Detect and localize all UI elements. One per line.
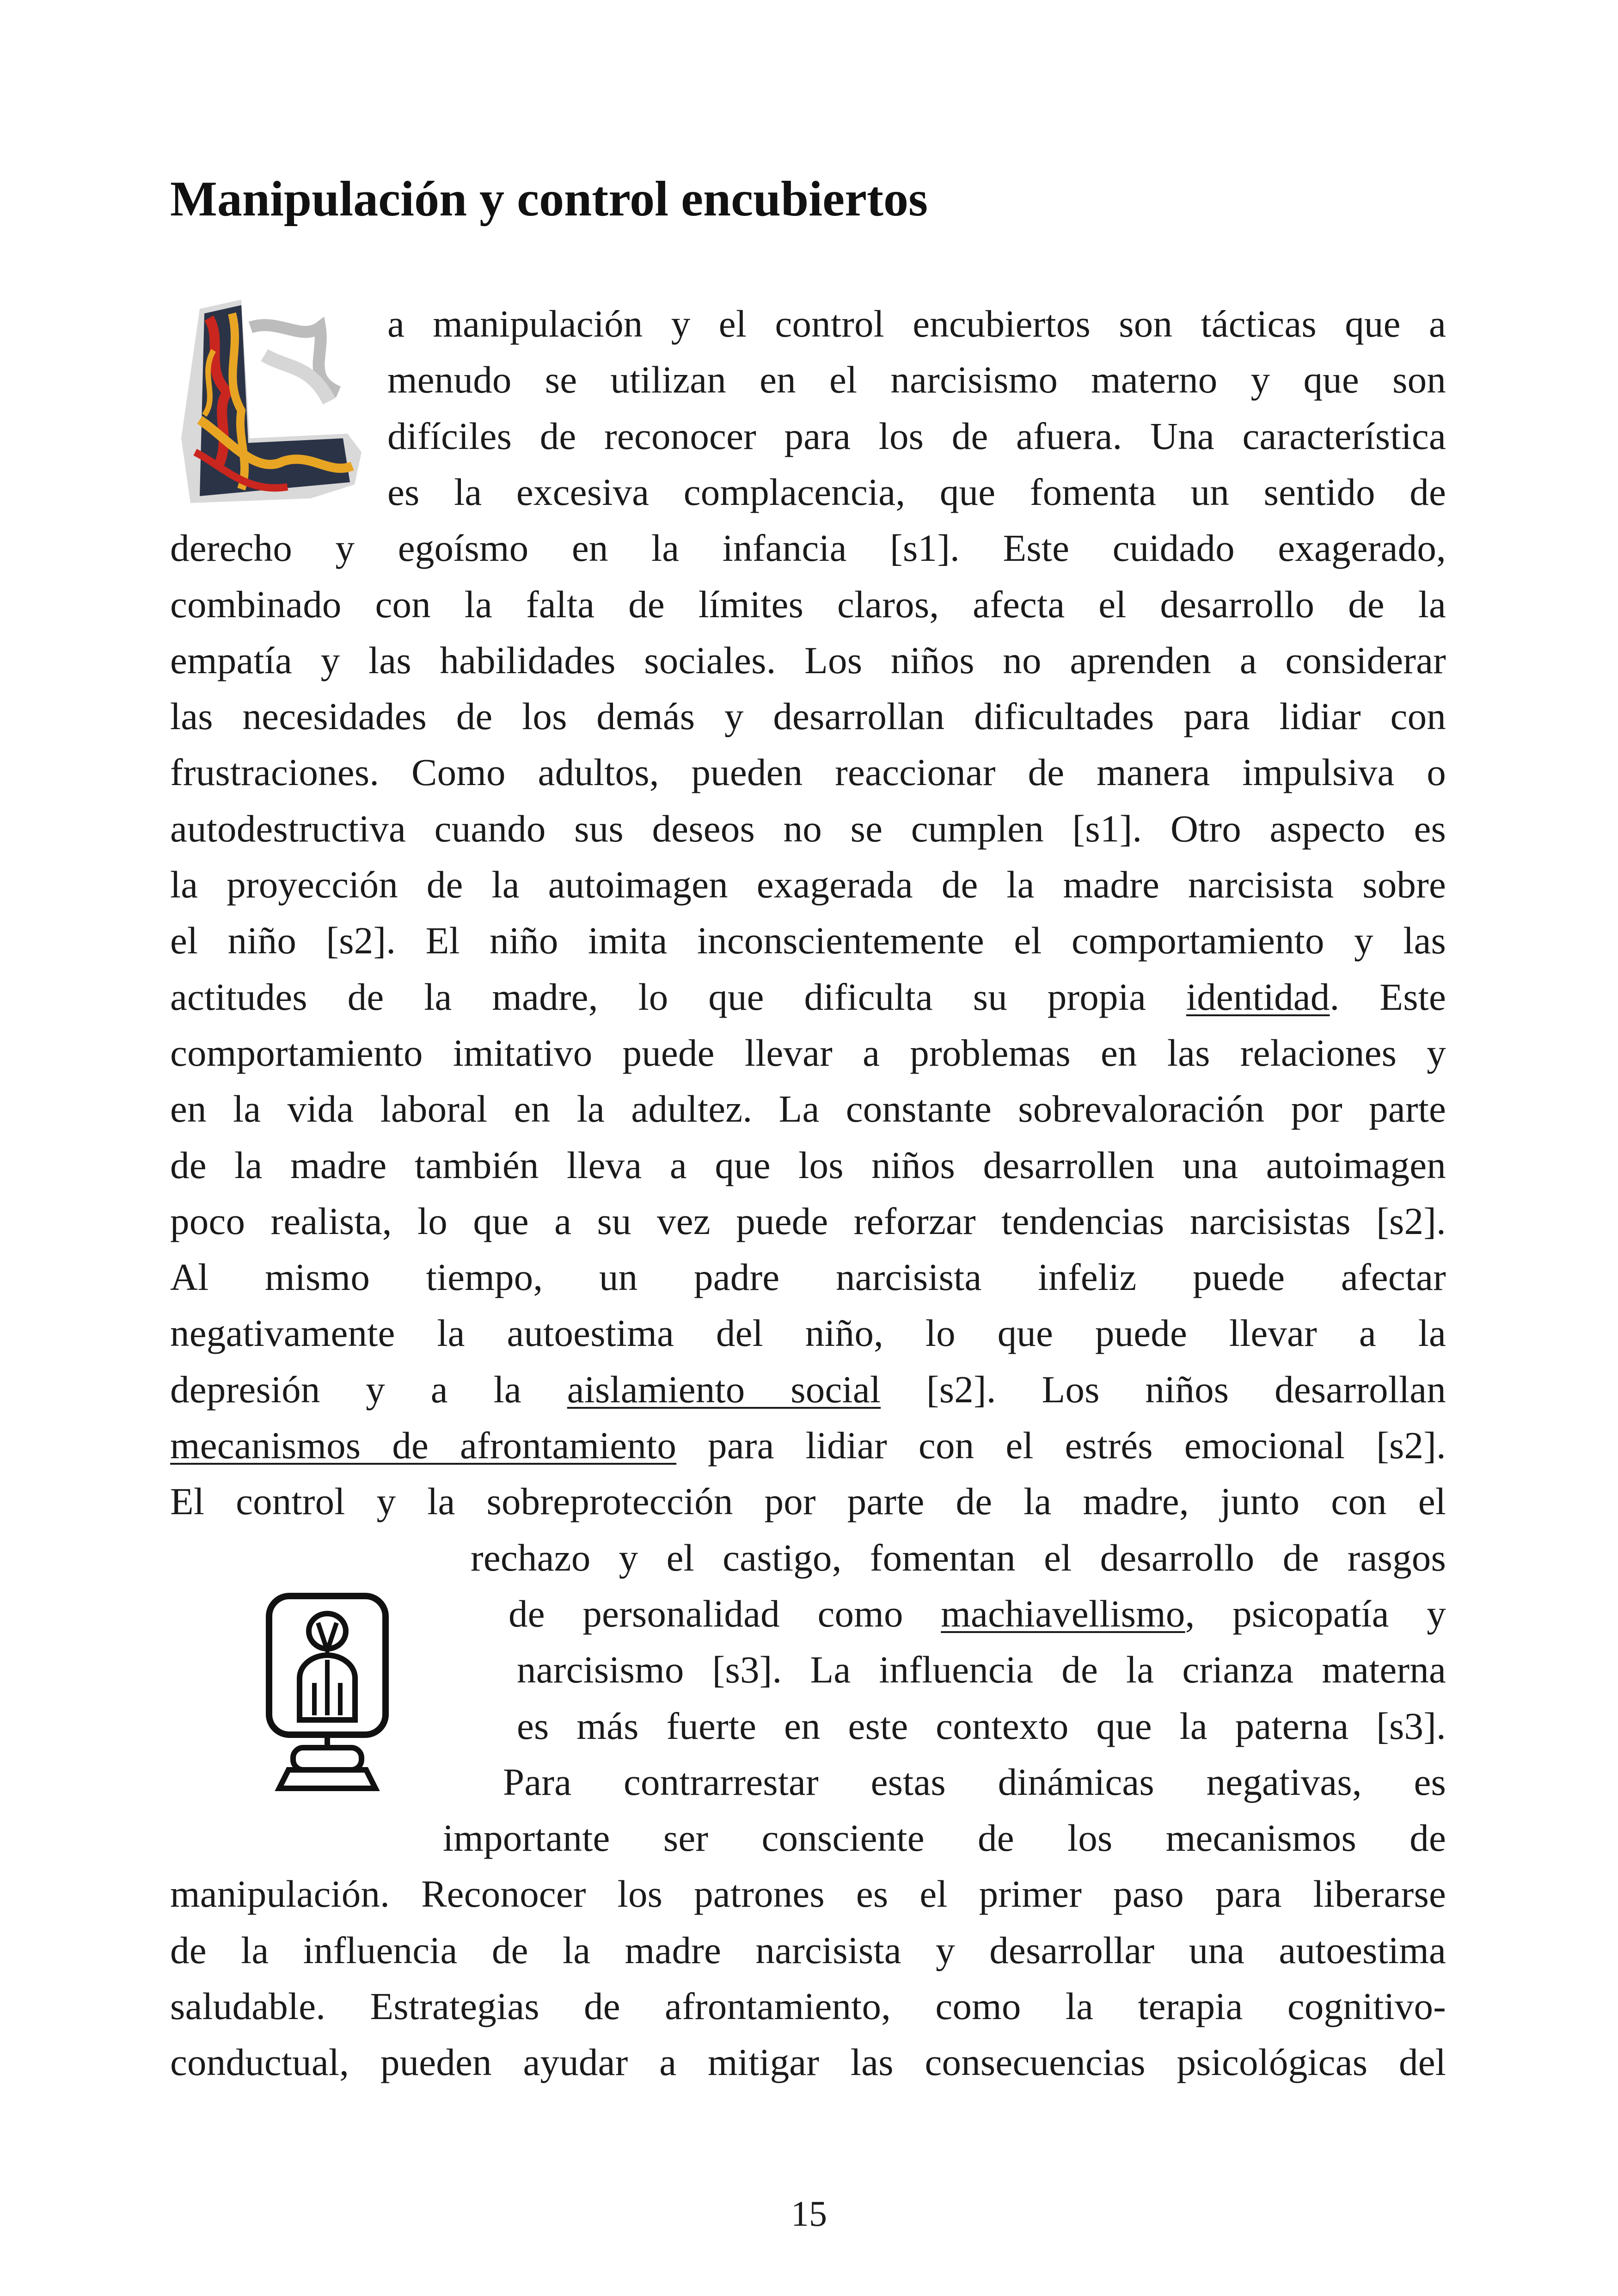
text-segment: poco realista, lo que a su vez puede reforzar tendencias narcisistas [s2].	[170, 1200, 1446, 1242]
text-segment: a manipulación y el control encubiertos son tácticas que a	[387, 302, 1446, 345]
text-line	[170, 1478, 1446, 1524]
text-segment: El control y la sobreprotección por parte de la madre, junto con el	[170, 1480, 1446, 1522]
text-line	[170, 974, 1446, 1020]
text-line	[170, 1927, 1446, 1973]
text-line	[170, 805, 1446, 852]
text-line	[170, 1030, 1446, 1076]
text-segment: Para contrarrestar estas dinámicas negativas, es	[503, 1761, 1446, 1803]
text-line	[170, 917, 1446, 964]
text-segment: importante ser consciente de los mecanismos de	[443, 1817, 1446, 1859]
text-line	[170, 861, 1446, 908]
text-segment: Al mismo tiempo, un padre narcisista infeliz puede afectar	[170, 1256, 1446, 1298]
text-segment: empatía y las habilidades sociales. Los niños no aprenden a considerar	[170, 639, 1446, 681]
text-segment: difíciles de reconocer para los de afuera. Una característica	[387, 415, 1446, 457]
glossary-link[interactable]: mecanismos de afrontamiento	[170, 1424, 677, 1467]
text-segment: de la madre también lleva a que los niños desarrollen una autoimagen	[170, 1144, 1446, 1186]
text-segment: en la vida laboral en la adultez. La constante sobrevaloración por parte	[170, 1087, 1446, 1130]
text-segment: , psicopatía y	[1185, 1592, 1446, 1635]
text-segment: las necesidades de los demás y desarrollan dificultades para lidiar con	[170, 695, 1446, 737]
text-line	[509, 1590, 1446, 1637]
text-line	[503, 1759, 1446, 1805]
glossary-link[interactable]: machiavellismo	[941, 1592, 1185, 1635]
glossary-link[interactable]: aislamiento social	[567, 1368, 881, 1411]
text-segment: frustraciones. Como adultos, pueden reaccionar de manera impulsiva o	[170, 751, 1446, 793]
text-segment: depresión y a la	[170, 1368, 567, 1411]
text-line	[170, 581, 1446, 627]
text-segment: . Este	[1330, 976, 1446, 1018]
text-segment: para lidiar con el estrés emocional [s2].	[676, 1424, 1446, 1467]
text-segment: es más fuerte en este contexto que la paterna [s3].	[517, 1705, 1446, 1747]
text-segment: es la excesiva complacencia, que fomenta un sentido de	[387, 471, 1446, 513]
text-line	[170, 1254, 1446, 1300]
text-line	[170, 1422, 1446, 1468]
text-segment: rechazo y el castigo, fomentan el desarrollo de rasgos	[471, 1536, 1446, 1579]
text-segment: saludable. Estrategias de afrontamiento, como la terapia cognitivo-	[170, 1985, 1446, 2027]
text-line	[387, 469, 1446, 515]
text-segment: [s2]. Los niños desarrollan	[881, 1368, 1446, 1411]
text-segment: combinado con la falta de límites claros, afecta el desarrollo de la	[170, 583, 1446, 626]
text-segment: narcisismo [s3]. La influencia de la crianza materna	[517, 1648, 1446, 1691]
text-segment: actitudes de la madre, lo que dificulta su propia	[170, 976, 1186, 1018]
glossary-link[interactable]: identidad	[1186, 976, 1330, 1018]
text-segment: derecho y egoísmo en la infancia [s1]. Este cuidado exagerado,	[170, 527, 1446, 569]
text-line	[517, 1703, 1446, 1749]
text-line	[170, 525, 1446, 571]
woman-portrait-icon	[263, 1590, 392, 1794]
text-line	[517, 1646, 1446, 1693]
text-line	[387, 413, 1446, 459]
text-line	[170, 1983, 1446, 2029]
text-segment: la proyección de la autoimagen exagerada de la madre narcisista sobre	[170, 863, 1446, 906]
text-segment: manipulación. Reconocer los patrones es el primer paso para liberarse	[170, 1872, 1446, 1915]
text-segment: comportamiento imitativo puede llevar a problemas en las relaciones y	[170, 1031, 1446, 1074]
text-line	[443, 1815, 1446, 1861]
text-segment: conductual, pueden ayudar a mitigar las consecuencias psicológicas del	[170, 2041, 1446, 2083]
text-segment: el niño [s2]. El niño imita inconscientemente el comportamiento y las	[170, 919, 1446, 962]
text-line	[170, 749, 1446, 795]
text-segment: de personalidad como	[509, 1592, 941, 1635]
text-line	[471, 1535, 1446, 1581]
text-line	[170, 2039, 1446, 2085]
text-line	[387, 301, 1446, 347]
text-segment: negativamente la autoestima del niño, lo que puede llevar a la	[170, 1312, 1446, 1354]
section-title: Manipulación y control encubiertos	[170, 172, 928, 227]
text-segment: autodestructiva cuando sus deseos no se cumplen [s1]. Otro aspecto es	[170, 807, 1446, 850]
text-line	[170, 1310, 1446, 1356]
text-line	[170, 1198, 1446, 1244]
text-line	[170, 1142, 1446, 1188]
text-segment: menudo se utilizan en el narcisismo materno y que son	[387, 358, 1446, 401]
text-segment: de la influencia de la madre narcisista y desarrollar una autoestima	[170, 1929, 1446, 1971]
text-line	[170, 693, 1446, 739]
page-number: 15	[791, 2193, 827, 2234]
text-line	[170, 1871, 1446, 1917]
text-line	[170, 1366, 1446, 1412]
drop-cap-letter-l	[172, 300, 366, 517]
text-line	[170, 637, 1446, 683]
text-line	[170, 1086, 1446, 1132]
text-line	[387, 356, 1446, 403]
